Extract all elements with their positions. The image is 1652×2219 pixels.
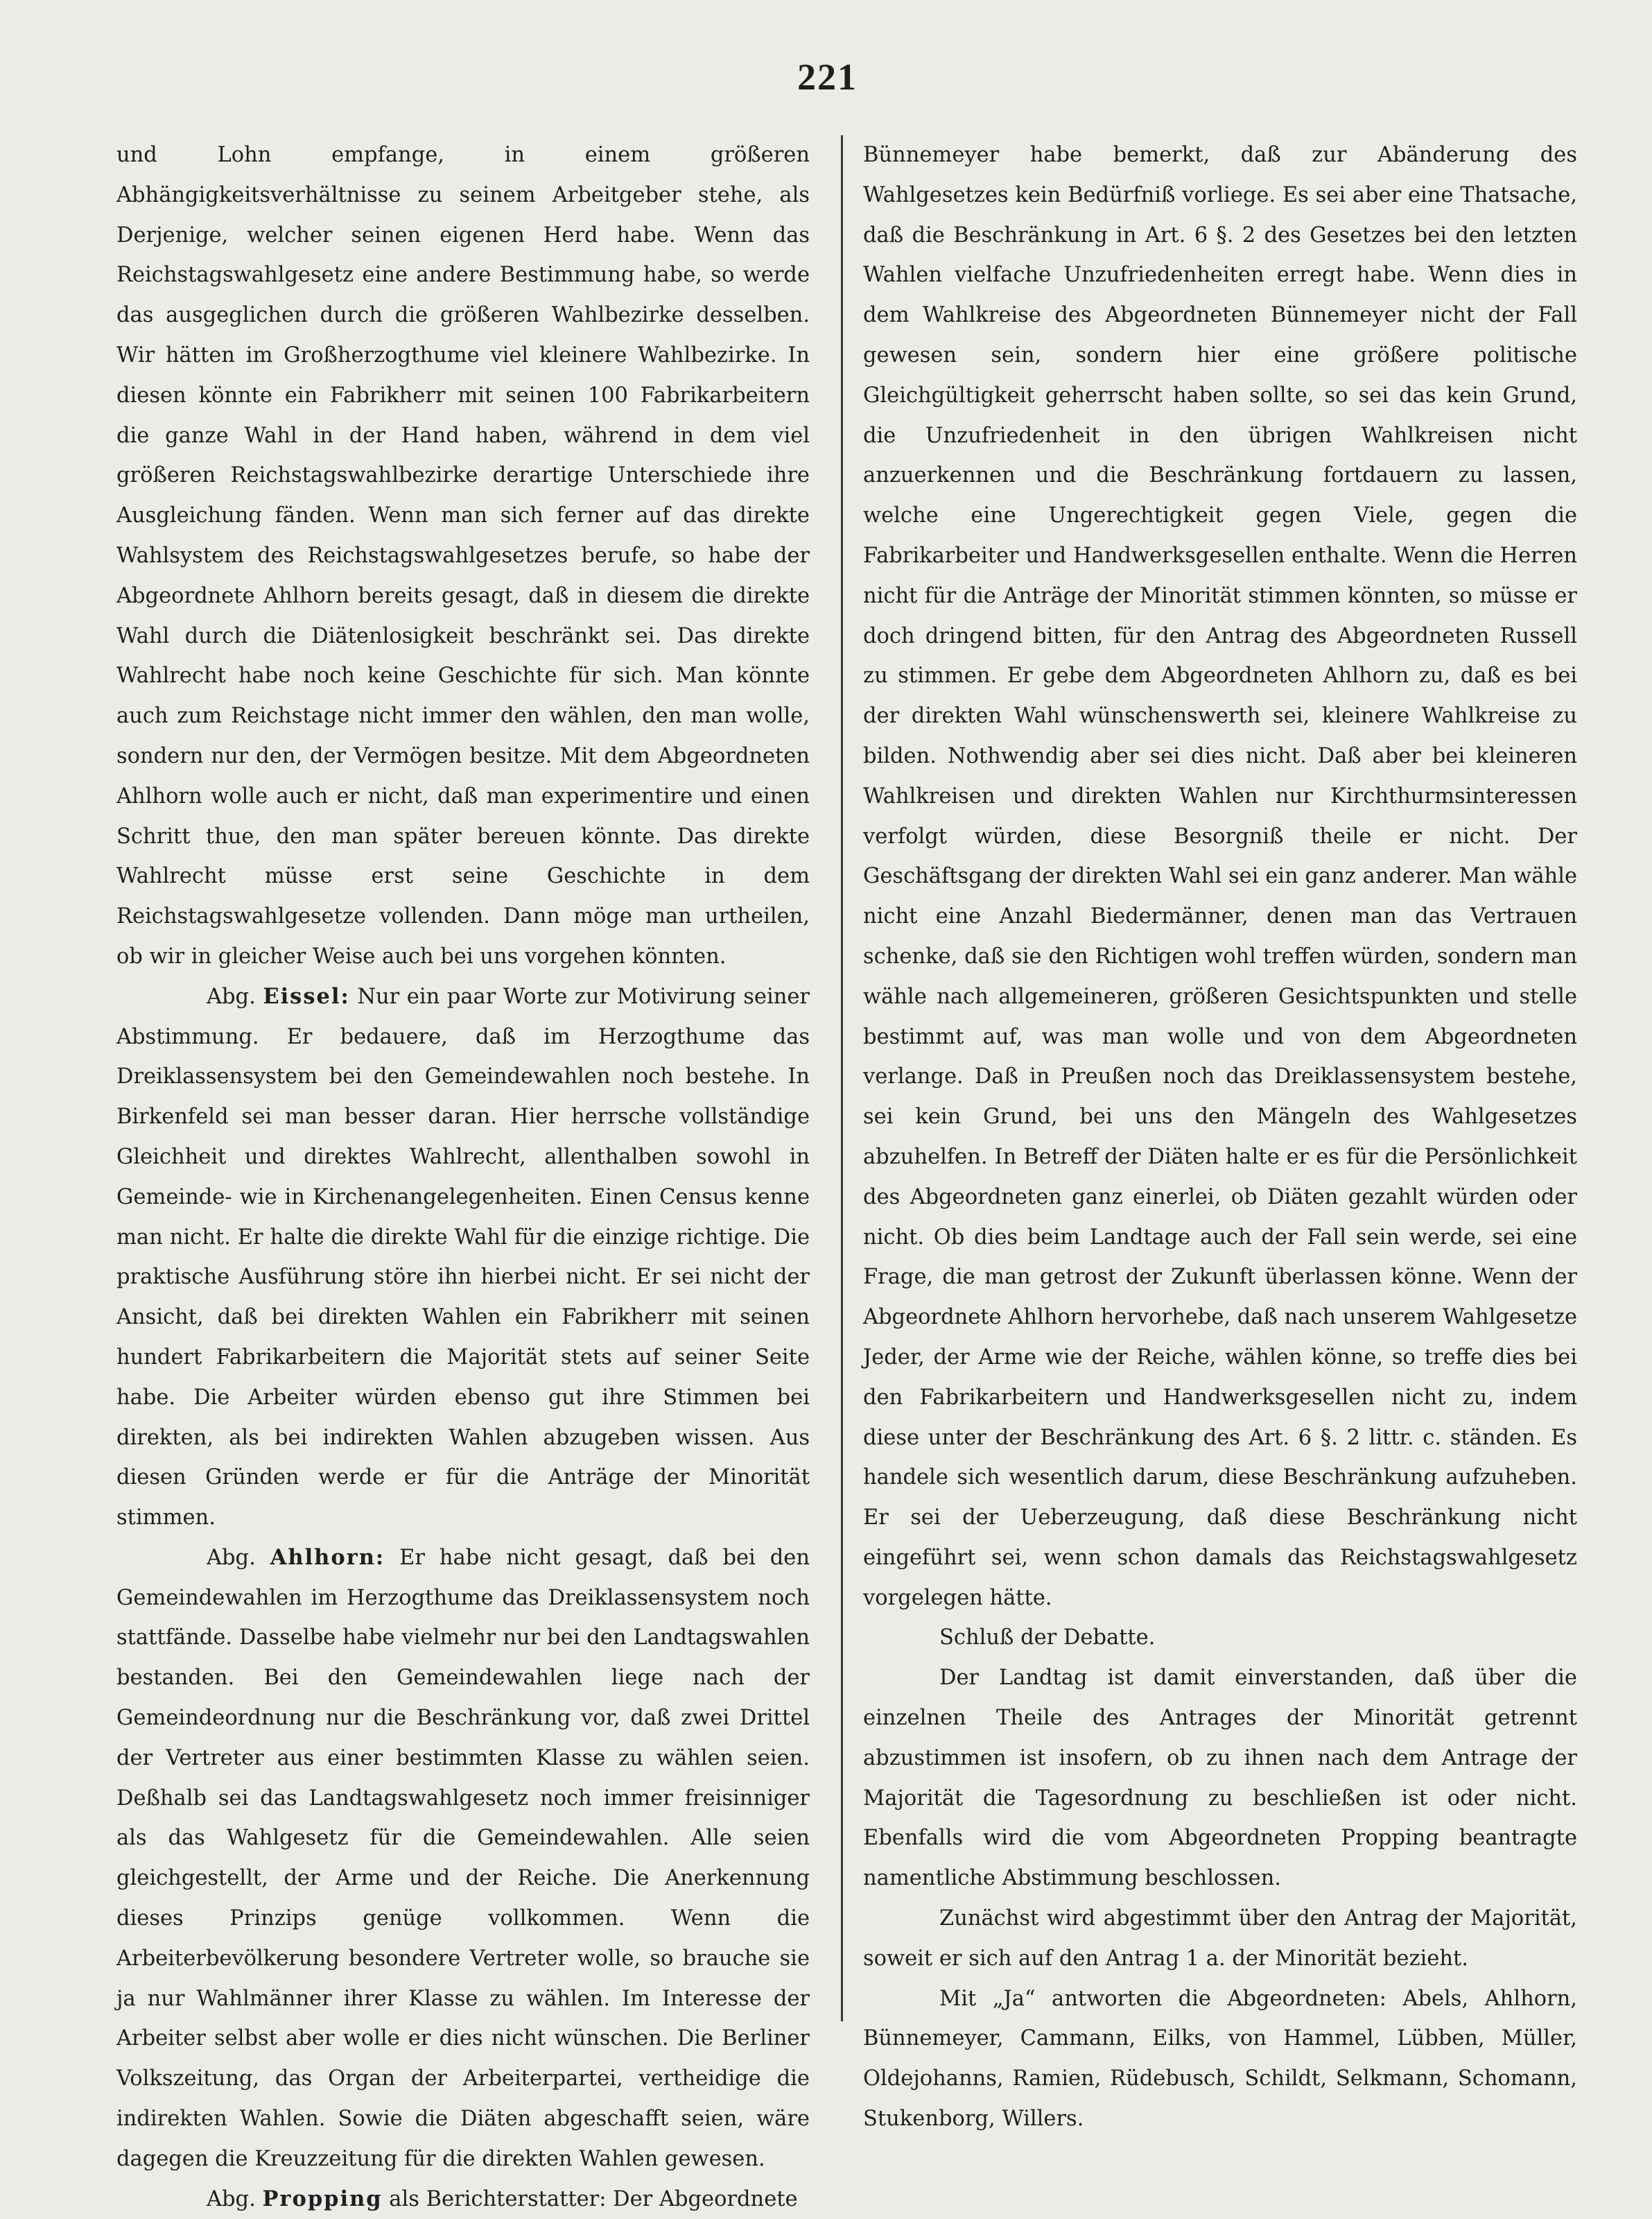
speaker-prefix: Abg. [207, 1545, 256, 1570]
paragraph-text: Mit „Ja“ antworten die Abgeordneten: Abels, Ahlhorn, Bünnemeyer, Cammann, Eilks, von Hammel, Lübben, Müller, Oldejohanns, Ramien, Rüdebusch, Schildt, Selkmann, Schomann, Stukenborg, Willers. [863, 1986, 1577, 2132]
paragraph-text: Schluß der Debatte. [939, 1625, 1156, 1650]
paragraph-text: Der Landtag ist damit einverstanden, daß über die einzelnen Theile des Antrages der Minorität getrennt abzustimmen ist insofern, ob zu ihnen nach dem Antrage der Majorität die Tagesordnung zu beschließen ist oder nicht. Ebenfalls wird die vom Abgeordneten Propping beantragte namentliche Abstimmung beschlossen. [863, 1666, 1577, 1891]
column-divider [841, 135, 843, 2021]
paragraph-text: Nur ein paar Worte zur Motivirung seiner Abstimmung. Er bedauere, daß im Herzogthume das Dreiklassensystem bei den Gemeindewahlen noch bestehe. In Birkenfeld sei man besser daran. Hier herrsche vollständige Gleichheit und direktes Wahlrecht, allenthalben sowohl in Gemeinde- wie in Kirchenangelegenheiten. Einen Census kenne man nicht. Er halte die direkte Wahl für die einzige richtige. Die praktische Ausführung störe ihn hierbei nicht. Er sei nicht der Ansicht, daß bei direkten Wahlen ein Fabrikherr mit seinen hundert Fabrikarbeitern die Majorität stets auf seiner Seite habe. Die Arbeiter würden ebenso gut ihre Stimmen bei direkten, als bei indirekten Wahlen abzugeben wissen. Aus diesen Gründen werde er für die Anträge der Minorität stimmen. [116, 984, 810, 1530]
paragraph [116, 135, 810, 977]
right-column [863, 135, 1577, 2139]
paragraph-text: Er habe nicht gesagt, daß bei den Gemeindewahlen im Herzogthume das Dreiklassensystem noch stattfände. Dasselbe habe vielmehr nur bei den Landtagswahlen bestanden. Bei den Gemeindewahlen liege nach der Gemeindeordnung nur die Beschränkung vor, daß zwei Drittel der Vertreter aus einer bestimmten Klasse zu wählen seien. Deßhalb sei das Landtagswahlgesetz noch immer freisinniger als das Wahlgesetz für die Gemeindewahlen. Alle seien gleichgestellt, der Arme und der Reiche. Die Anerkennung dieses Prinzips genüge vollkommen. Wenn die Arbeiterbevölkerung besondere Vertreter wolle, so brauche sie ja nur Wahlmänner ihrer Klasse zu wählen. Im Interesse der Arbeiter selbst aber wolle er dies nicht wünschen. Die Berliner Volkszeitung, das Organ der Arbeiterpartei, vertheidige die indirekten Wahlen. Sowie die Diäten abgeschafft seien, wäre dagegen die Kreuzzeitung für die direkten Wahlen gewesen. [116, 1545, 810, 2171]
paragraph-text: als Berichterstatter: Der Abgeordnete [389, 2186, 798, 2211]
left-column [116, 135, 810, 2219]
speaker-prefix: Abg. [207, 984, 256, 1009]
paragraph [863, 1618, 1577, 1658]
paragraph [863, 1899, 1577, 1979]
paragraph-text: Bünnemeyer habe bemerkt, daß zur Abänderung des Wahlgesetzes kein Bedürfniß vorliege. Es sei aber eine Thatsache, daß die Beschränkung in Art. 6 §. 2 des Gesetzes bei den letzten Wahlen vielfache Unzufriedenheiten erregt habe. Wenn dies in dem Wahlkreise des Abgeordneten Bünnemeyer nicht der Fall gewesen sein, sondern hier eine größere politische Gleichgültigkeit geherrscht haben sollte, so sei das kein Grund, die Unzufriedenheit in den übrigen Wahlkreisen nicht anzuerkennen und die Beschränkung fortdauern zu lassen, welche eine Ungerechtigkeit gegen Viele, gegen die Fabrikarbeiter und Handwerksgesellen enthalte. Wenn die Herren nicht für die Anträge der Minorität stimmen könnten, so müsse er doch dringend bitten, für den Antrag des Abgeordneten Russell zu stimmen. Er gebe dem Abgeordneten Ahlhorn zu, daß es bei der direkten Wahl wünschenswerth sei, kleinere Wahlkreise zu bilden. Nothwendig aber sei dies nicht. Daß aber bei kleineren Wahlkreisen und direkten Wahlen nur Kirchthurmsinteressen verfolgt würden, diese Besorgniß theile er nicht. Der Geschäftsgang der direkten Wahl sei ein ganz anderer. Man wähle nicht eine Anzahl Biedermänner, denen man das Vertrauen schenke, daß sie den Richtigen wohl treffen würden, sondern man wähle nach allgemeineren, größeren Gesichtspunkten und stelle bestimmt auf, was man wolle und von dem Abgeordneten verlange. Daß in Preußen noch das Dreiklassensystem bestehe, sei kein Grund, bei uns den Mängeln des Wahlgesetzes abzuhelfen. In Betreff der Diäten halte er es für die Persönlichkeit des Abgeordneten ganz einerlei, ob Diäten gezahlt würden oder nicht. Ob dies beim Landtage auch der Fall sein werde, sei eine Frage, die man getrost der Zukunft überlassen könne. Wenn der Abgeordnete Ahlhorn hervorhebe, daß nach unserem Wahlgesetze Jeder, der Arme wie der Reiche, wählen könne, so treffe dies bei den Fabrikarbeitern und Handwerksgesellen nicht zu, indem diese unter der Beschränkung des Art. 6 §. 2 littr. c. ständen. Es handele sich wesentlich darum, diese Beschränkung aufzuheben. Er sei der Ueberzeugung, daß diese Beschränkung nicht eingeführt sei, wenn schon damals das Reichstagswahlgesetz vorgelegen hätte. [863, 143, 1577, 1610]
page-number: 221 [797, 56, 858, 98]
paragraph [116, 977, 810, 1538]
paragraph-text: Zunächst wird abgestimmt über den Antrag der Majorität, soweit er sich auf den Antrag 1 a. der Minorität bezieht. [863, 1906, 1577, 1971]
speaker-prefix: Abg. [207, 2186, 256, 2211]
paragraph-text: und Lohn empfange, in einem größeren Abhängigkeitsverhältnisse zu seinem Arbeitgeber stehe, als Derjenige, welcher seinen eigenen Herd habe. Wenn das Reichstagswahlgesetz eine andere Bestimmung habe, so werde das ausgeglichen durch die größeren Wahlbezirke desselben. Wir hätten im Großherzogthume viel kleinere Wahlbezirke. In diesen könnte ein Fabrikherr mit seinen 100 Fabrikarbeitern die ganze Wahl in der Hand haben, während in dem viel größeren Reichstagswahlbezirke derartige Unterschiede ihre Ausgleichung fänden. Wenn man sich ferner auf das direkte Wahlsystem des Reichstagswahlgesetzes berufe, so habe der Abgeordnete Ahlhorn bereits gesagt, daß in diesem die direkte Wahl durch die Diätenlosigkeit beschränkt sei. Das direkte Wahlrecht habe noch keine Geschichte für sich. Man könnte auch zum Reichstage nicht immer den wählen, den man wolle, sondern nur den, der Vermögen besitze. Mit dem Abgeordneten Ahlhorn wolle auch er nicht, daß man experimentire und einen Schritt thue, den man später bereuen könnte. Das direkte Wahlrecht müsse erst seine Geschichte in dem Reichstagswahlgesetze vollenden. Dann möge man urtheilen, ob wir in gleicher Weise auch bei uns vorgehen könnten. [116, 143, 810, 969]
speaker-name: Ahlhorn: [270, 1544, 385, 1570]
paragraph [863, 1658, 1577, 1899]
paragraph [116, 2179, 810, 2219]
paragraph [863, 1979, 1577, 2139]
speaker-name: Eissel: [263, 983, 350, 1009]
speaker-name: Propping [262, 2186, 383, 2211]
paragraph [116, 1538, 810, 2179]
paragraph [863, 135, 1577, 1618]
